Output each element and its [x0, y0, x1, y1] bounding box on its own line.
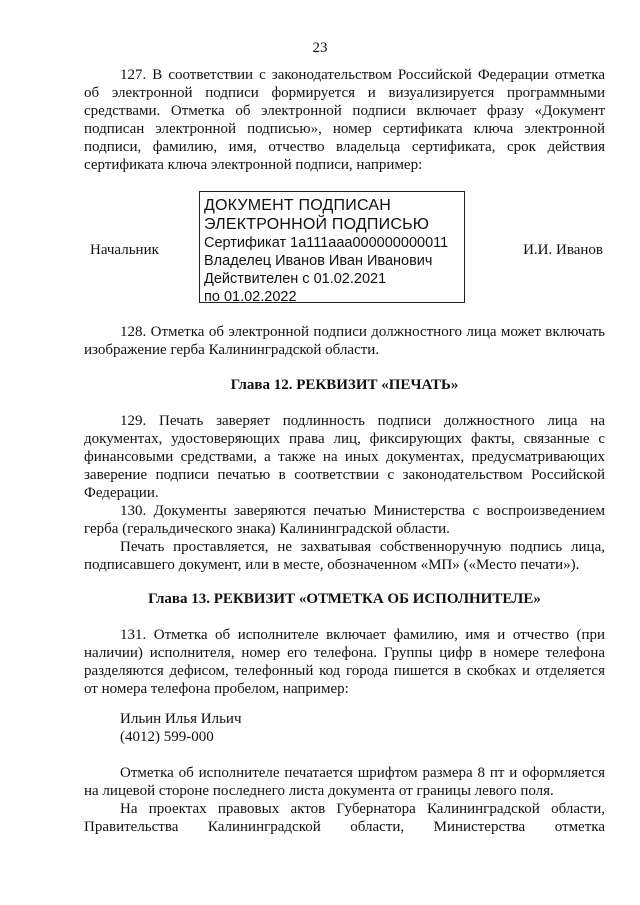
paragraph-128 — [84, 323, 605, 359]
paragraph-130b-text: Печать проставляется, не захватывая собственноручную подпись лица, подписавшего документ, или в месте, обозначенном «МП» («Место печати»). — [84, 539, 605, 573]
paragraph-130-continuation — [84, 538, 605, 574]
contact-name: Ильин Илья Ильич — [120, 711, 242, 727]
paragraph-note-text: Отметка об исполнителе печатается шрифтом размера 8 пт и оформляется на лицевой стороне последнего листа документа от границы левого поля. — [84, 765, 605, 799]
paragraph-129-text: 129. Печать заверяет подлинность подписи должностного лица на документах, удостоверяющих права лиц, фиксирующих факты, связанные с финансовыми средствами, а также на иных документах, предусматривающих заверение подписи печатью в соответствии с законодательством Российской Федерации. — [84, 413, 605, 501]
page-number: 23 — [312, 40, 328, 56]
signer-name: И.И. Иванов — [523, 242, 603, 258]
paragraph-130 — [84, 502, 605, 538]
paragraph-128-text: 128. Отметка об электронной подписи должностного лица может включать изображение герба Калининградской области. — [84, 324, 605, 358]
stamp-certificate: Сертификат 1а111ааа000000000011 — [204, 235, 449, 251]
paragraph-note — [84, 764, 605, 800]
chapter-12-heading: Глава 12. РЕКВИЗИТ «ПЕЧАТЬ» — [230, 377, 459, 393]
signer-position: Начальник — [90, 242, 159, 258]
paragraph-last-text: На проектах правовых актов Губернатора Калининградской области, Правительства Калининградской области, Министерства отметка — [84, 801, 605, 835]
stamp-owner: Владелец Иванов Иван Иванович — [204, 253, 433, 269]
electronic-signature-stamp — [199, 191, 465, 303]
chapter-13-heading: Глава 13. РЕКВИЗИТ «ОТМЕТКА ОБ ИСПОЛНИТЕЛЕ» — [148, 591, 541, 607]
paragraph-127-text: 127. В соответствии с законодательством Российской Федерации отметка об электронной подписи формируется и визуализируется программными средствами. Отметка об электронной подписи включает фразу «Документ подписан электронной подписью», номер сертификата ключа электронной подписи, фамилию, имя, отчество владельца сертификата, срок действия сертификата ключа электронной подписи, например: — [84, 67, 605, 173]
stamp-valid-from: Действителен с 01.02.2021 — [204, 271, 387, 287]
stamp-line-2: ЭЛЕКТРОННОЙ ПОДПИСЬЮ — [204, 216, 430, 233]
paragraph-127 — [84, 66, 605, 174]
paragraph-131-text: 131. Отметка об исполнителе включает фамилию, имя и отчество (при наличии) исполнителя, номер его телефона. Группы цифр в номере телефона разделяются дефисом, телефонный код города пишется в скобках и отделяется от номера телефона пробелом, например: — [84, 627, 605, 697]
paragraph-last — [84, 800, 605, 836]
contact-phone: (4012) 599-000 — [120, 729, 214, 745]
stamp-valid-to: по 01.02.2022 — [204, 289, 297, 305]
paragraph-129 — [84, 412, 605, 502]
paragraph-130-text: 130. Документы заверяются печатью Министерства с воспроизведением герба (геральдического знака) Калининградской области. — [84, 503, 605, 537]
contact-example — [120, 710, 242, 746]
stamp-line-1: ДОКУМЕНТ ПОДПИСАН — [204, 197, 391, 214]
paragraph-131 — [84, 626, 605, 698]
signature-example — [84, 191, 605, 309]
